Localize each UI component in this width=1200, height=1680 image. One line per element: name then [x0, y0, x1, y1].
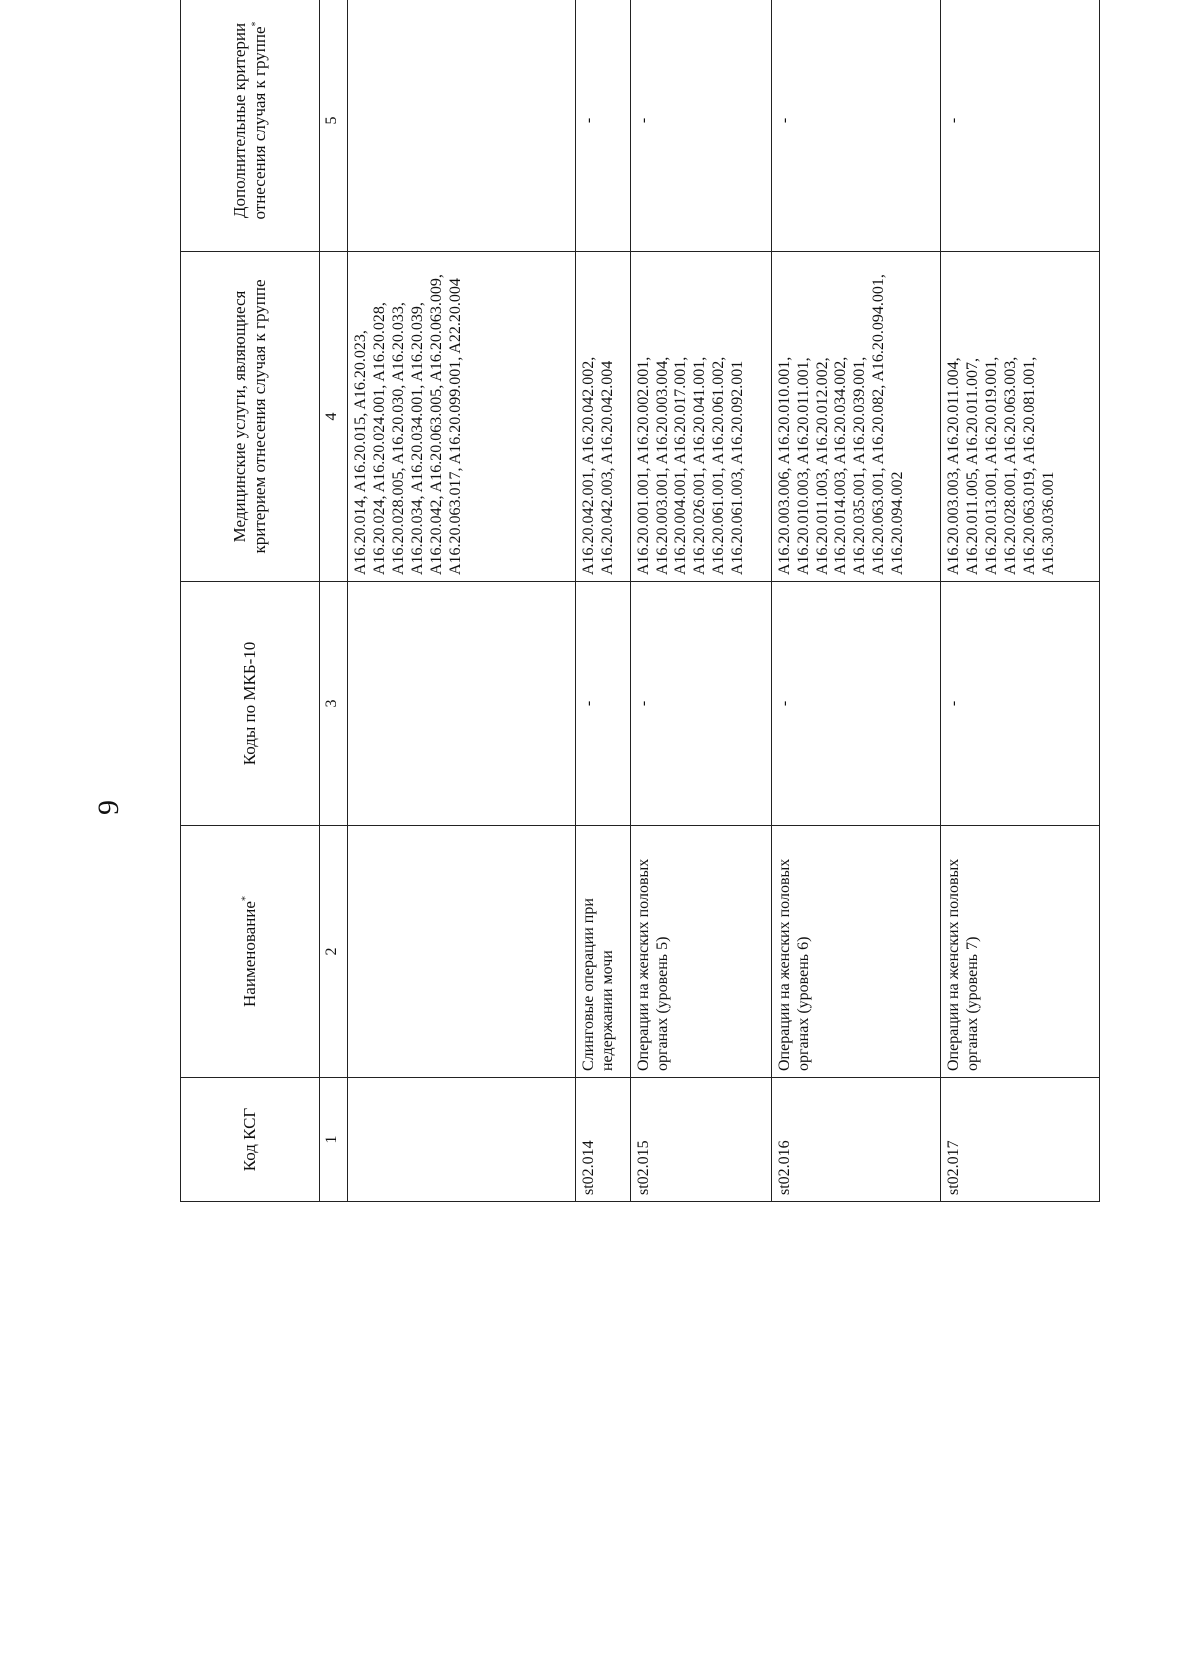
cell-name: Слинговые операции при недержании мочи [576, 826, 630, 1078]
cell-services: A16.20.014, A16.20.015, A16.20.023, A16.20.024, A16.20.024.001, A16.20.028, A16.20.028.005, A16.20.030, A16.20.033, A16.20.034, A16.20.034.001, A16.20.039, A16.20.042, A16.20.063.005, A16.20.063.009, A16.20.063.017, A16.20.099.001, A22.20.004 [348, 252, 576, 582]
cell-services: A16.20.003.003, A16.20.011.004, A16.20.011.005, A16.20.011.007, A16.20.013.001, A16.20.019.001, A16.20.028.001, A16.20.063.003, A16.20.063.019, A16.20.081.001, A16.30.036.001 [941, 252, 1100, 582]
column-number: 2 [320, 826, 348, 1078]
table-row [576, 0, 630, 1202]
header-name: Наименование* [181, 826, 320, 1078]
cell-criteria [348, 0, 576, 252]
table-row [771, 0, 940, 1202]
column-number-row [320, 0, 348, 1202]
cell-criteria: - [941, 0, 1100, 252]
cell-icd: - [771, 582, 940, 826]
continuation-row [348, 0, 576, 1202]
cell-code: st02.014 [576, 1078, 630, 1202]
cell-code: st02.015 [630, 1078, 771, 1202]
header-criteria: Дополнительные критерии отнесения случая к группе* [181, 0, 320, 252]
header-code: Код КСГ [181, 1078, 320, 1202]
column-number: 5 [320, 0, 348, 252]
cell-code: st02.016 [771, 1078, 940, 1202]
ksg-table [180, 0, 1100, 1202]
header-services: Медицинские услуги, являющиеся критерием отнесения случая к группе [181, 252, 320, 582]
cell-code [348, 1078, 576, 1202]
cell-name: Операции на женских половых органах (уровень 5) [630, 826, 771, 1078]
column-number: 4 [320, 252, 348, 582]
cell-name [348, 826, 576, 1078]
column-number: 1 [320, 1078, 348, 1202]
cell-services: A16.20.003.006, A16.20.010.001, A16.20.010.003, A16.20.011.001, A16.20.011.003, A16.20.012.002, A16.20.014.003, A16.20.034.002, A16.20.035.001, A16.20.039.001, A16.20.063.001, A16.20.082, A16.20.094.001, A16.20.094.002 [771, 252, 940, 582]
cell-icd [348, 582, 576, 826]
cell-name: Операции на женских половых органах (уровень 7) [941, 826, 1100, 1078]
header-row [181, 0, 320, 1202]
cell-icd: - [630, 582, 771, 826]
cell-icd: - [576, 582, 630, 826]
cell-services: A16.20.001.001, A16.20.002.001, A16.20.003.001, A16.20.003.004, A16.20.004.001, A16.20.017.001, A16.20.026.001, A16.20.041.001, A16.20.061.001, A16.20.061.002, A16.20.061.003, A16.20.092.001 [630, 252, 771, 582]
cell-criteria: - [771, 0, 940, 252]
cell-code: st02.017 [941, 1078, 1100, 1202]
cell-name: Операции на женских половых органах (уровень 6) [771, 826, 940, 1078]
cell-criteria: - [576, 0, 630, 252]
ksg-table-container [180, 21, 1100, 1202]
cell-services: A16.20.042.001, A16.20.042.002, A16.20.042.003, A16.20.042.004 [576, 252, 630, 582]
table-row [941, 0, 1100, 1202]
column-number: 3 [320, 582, 348, 826]
page-number: 9 [92, 800, 125, 815]
cell-icd: - [941, 582, 1100, 826]
cell-criteria: - [630, 0, 771, 252]
table-row [630, 0, 771, 1202]
header-icd: Коды по МКБ-10 [181, 582, 320, 826]
